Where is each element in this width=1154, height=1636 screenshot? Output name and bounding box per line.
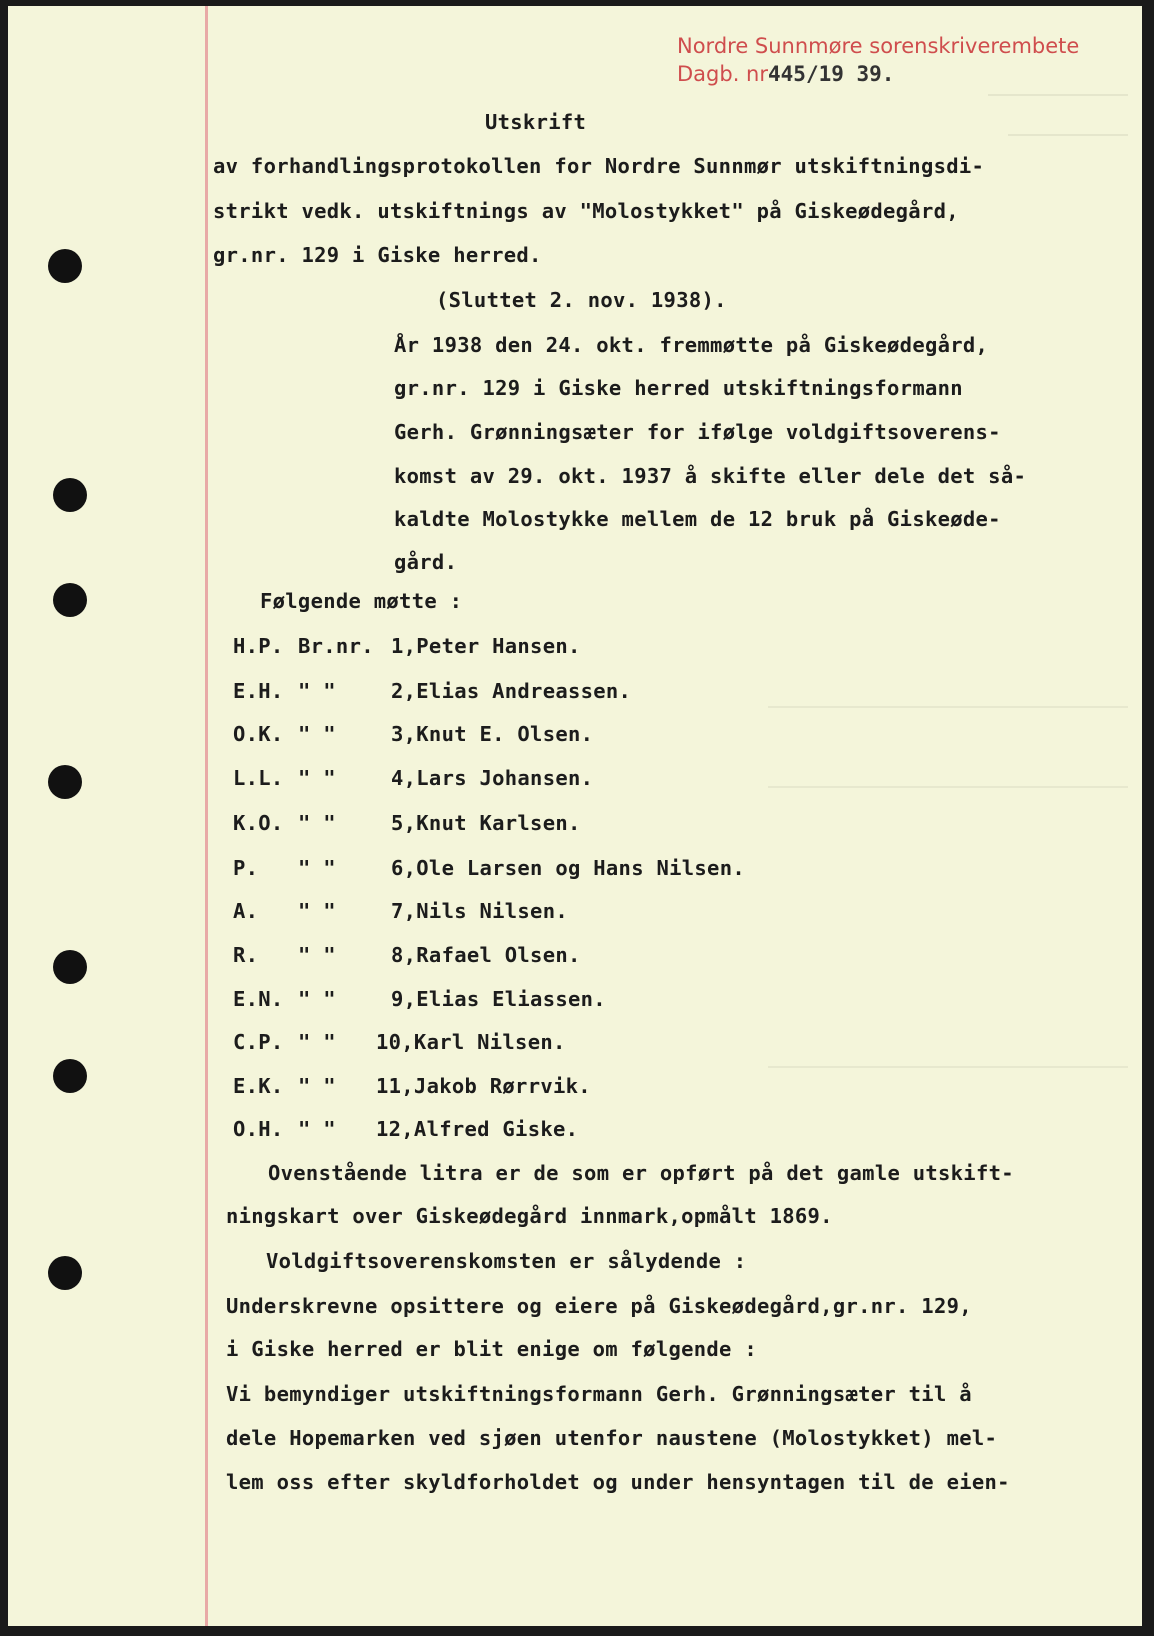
punch-hole [48,249,82,283]
attendee-code: O.H. [233,1117,284,1141]
attendee-code: C.P. [233,1030,284,1054]
attendee-label: " " [298,943,336,967]
dagb-prefix: Dagb. nr [677,62,768,86]
attendee-entry: 4,Lars Johansen. [391,766,594,790]
bleed-through [768,706,1128,708]
attendee-code: H.P. [233,634,284,658]
paragraph-line: ningskart over Giskeødegård innmark,opmålt 1869. [226,1204,833,1228]
paragraph-line: Ovenstående litra er de som er opført på det gamle utskift- [268,1161,1014,1185]
document-page [8,6,1142,1626]
journal-number-stamp [677,62,894,86]
attendee-entry: 7,Nils Nilsen. [391,899,568,923]
attendee-code: L.L. [233,766,284,790]
attendee-code: O.K. [233,722,284,746]
attendee-entry: 2,Elias Andreassen. [391,679,632,703]
attendee-label: " " [298,987,336,1011]
attendee-entry: 9,Elias Eliassen. [391,987,606,1011]
attendee-entry: 3,Knut E. Olsen. [391,722,594,746]
attendee-entry: 12,Alfred Giske. [376,1117,579,1141]
attendee-code: K.O. [233,811,284,835]
attendee-label: Br.nr. [298,634,374,658]
paragraph-line: Underskrevne opsittere og eiere på Giskeødegård,gr.nr. 129, [226,1294,972,1318]
attendee-entry: 8,Rafael Olsen. [391,943,581,967]
attendee-code: R. [233,943,259,967]
attendee-code: P. [233,856,259,880]
paragraph-line: År 1938 den 24. okt. fremmøtte på Giskeødegård, [394,333,989,357]
margin-line [205,6,208,1626]
paragraph-line: gr.nr. 129 i Giske herred utskiftningsformann [394,376,963,400]
paragraph-line: Vi bemyndiger utskiftningsformann Gerh. Grønningsæter til å [226,1382,972,1406]
attendee-entry: 5,Knut Karlsen. [391,811,581,835]
attendee-label: " " [298,1117,336,1141]
paragraph-line: gård. [394,550,458,574]
attendee-code: E.H. [233,679,284,703]
punch-hole [53,950,87,984]
paragraph-line: kaldte Molostykke mellem de 12 bruk på Giskeøde- [394,507,1001,531]
attendee-entry: 1,Peter Hansen. [391,634,581,658]
bleed-through [768,1066,1128,1068]
punch-hole [53,1059,87,1093]
attendee-label: " " [298,1074,336,1098]
attendee-label: " " [298,899,336,923]
paragraph-line: komst av 29. okt. 1937 å skifte eller dele det så- [394,464,1027,488]
paragraph-line: lem oss efter skyldforholdet og under hensyntagen til de eien- [226,1470,1010,1494]
attendee-code: E.N. [233,987,284,1011]
office-stamp: Nordre Sunnmøre sorenskriverembete [677,34,1080,58]
closed-note: (Sluttet 2. nov. 1938). [436,288,727,312]
attendee-label: " " [298,679,336,703]
attendee-entry: 6,Ole Larsen og Hans Nilsen. [391,856,745,880]
attendee-label: " " [298,1030,336,1054]
paragraph-line: dele Hopemarken ved sjøen utenfor naustene (Molostykket) mel- [226,1426,998,1450]
dagb-number: 445 [768,62,806,86]
attendee-label: " " [298,811,336,835]
attendee-entry: 11,Jakob Rørrvik. [376,1074,591,1098]
bleed-through [988,94,1128,96]
attendee-label: " " [298,766,336,790]
dagb-year: /19 39. [805,62,895,86]
punch-hole [53,478,87,512]
attendees-heading: Følgende møtte : [260,589,463,613]
document-heading: Utskrift [485,110,587,134]
attendee-label: " " [298,856,336,880]
punch-hole [48,1256,82,1290]
punch-hole [53,583,87,617]
intro-line: strikt vedk. utskiftnings av "Molostykket" på Giskeødegård, [213,199,959,223]
attendee-code: A. [233,899,259,923]
intro-line: gr.nr. 129 i Giske herred. [213,243,542,267]
attendee-code: E.K. [233,1074,284,1098]
paragraph-line: i Giske herred er blit enige om følgende : [226,1337,757,1361]
bleed-through [768,786,1128,788]
attendee-entry: 10,Karl Nilsen. [376,1030,566,1054]
intro-line: av forhandlingsprotokollen for Nordre Sunnmør utskiftningsdi- [213,154,985,178]
paragraph-line: Voldgiftsoverenskomsten er sålydende : [266,1249,747,1273]
punch-hole [48,765,82,799]
attendee-label: " " [298,722,336,746]
paragraph-line: Gerh. Grønningsæter for ifølge voldgiftsoverens- [394,420,1001,444]
bleed-through [1008,134,1128,136]
